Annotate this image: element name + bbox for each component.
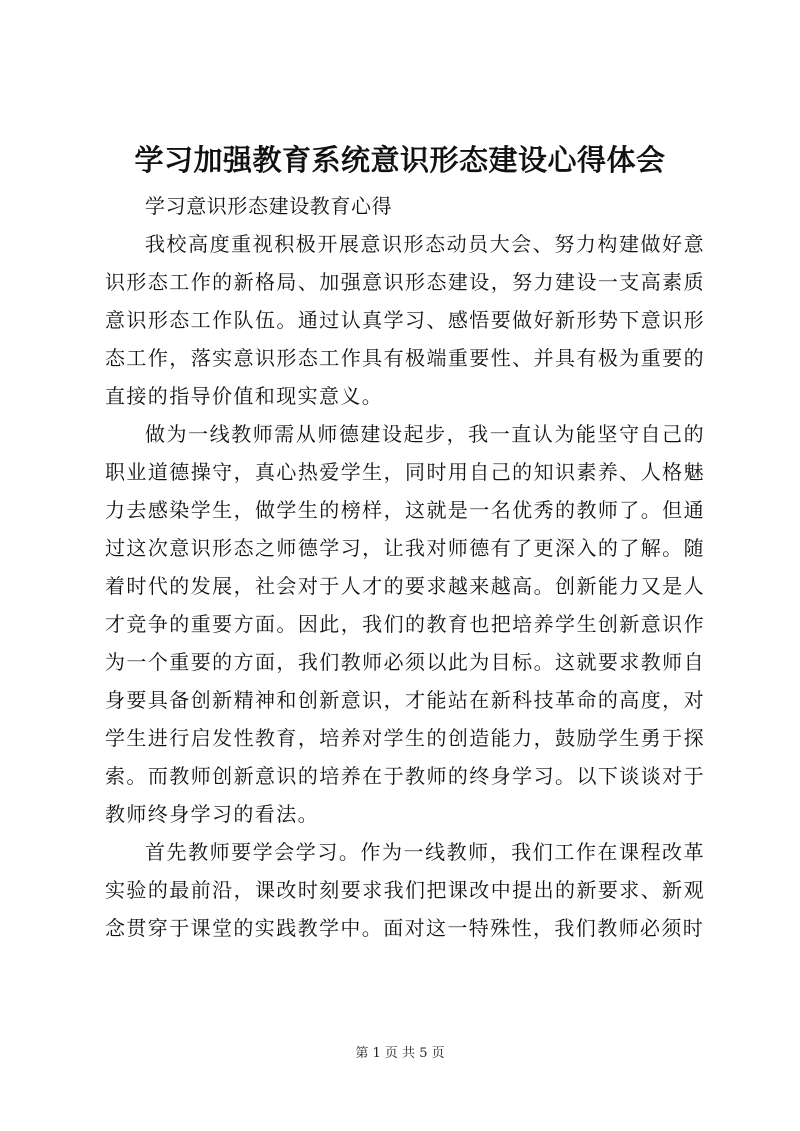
- document-title: 学习加强教育系统意识形态建设心得体会: [134, 143, 666, 177]
- body-paragraph-1: 我校高度重视积极开展意识形态动员大会、努力构建做好意识形态工作的新格局、加强意识形态建设，努力建设一支高素质意识形态工作队伍。通过认真学习、感悟要做好新形势下意识形态工作，落实意识形态工作具有极端重要性、并具有极为重要的直接的指导价值和现实意义。: [105, 232, 705, 408]
- page-number-footer: 第 1 页 共 5 页: [355, 1046, 445, 1061]
- body-paragraph-2: 做为一线教师需从师德建设起步，我一直认为能坚守自己的职业道德操守，真心热爱学生，同时用自己的知识素养、人格魅力去感染学生，做学生的榜样，这就是一名优秀的教师了。但通过这次意识形态之师德学习，让我对师德有了更深入的了解。随着时代的发展，社会对于人才的要求越来越高。创新能力又是人才竞争的重要方面。因此，我们的教育也把培养学生创新意识作为一个重要的方面，我们教师必须以此为目标。这就要求教师自身要具备创新精神和创新意识，才能站在新科技革命的高度，对学生进行启发性教育，培养对学生的创造能力，鼓励学生勇于探索。而教师创新意识的培养在于教师的终身学习。以下谈谈对于教师终身学习的看法。: [105, 422, 705, 826]
- subtitle-paragraph: 学习意识形态建设教育心得: [145, 194, 393, 218]
- body-paragraph-3: 首先教师要学会学习。作为一线教师，我们工作在课程改革实验的最前沿，课改时刻要求我们把课改中提出的新要求、新观念贯穿于课堂的实践教学中。面对这一特殊性，我们教师必须时: [105, 840, 705, 940]
- document-body: [105, 187, 705, 947]
